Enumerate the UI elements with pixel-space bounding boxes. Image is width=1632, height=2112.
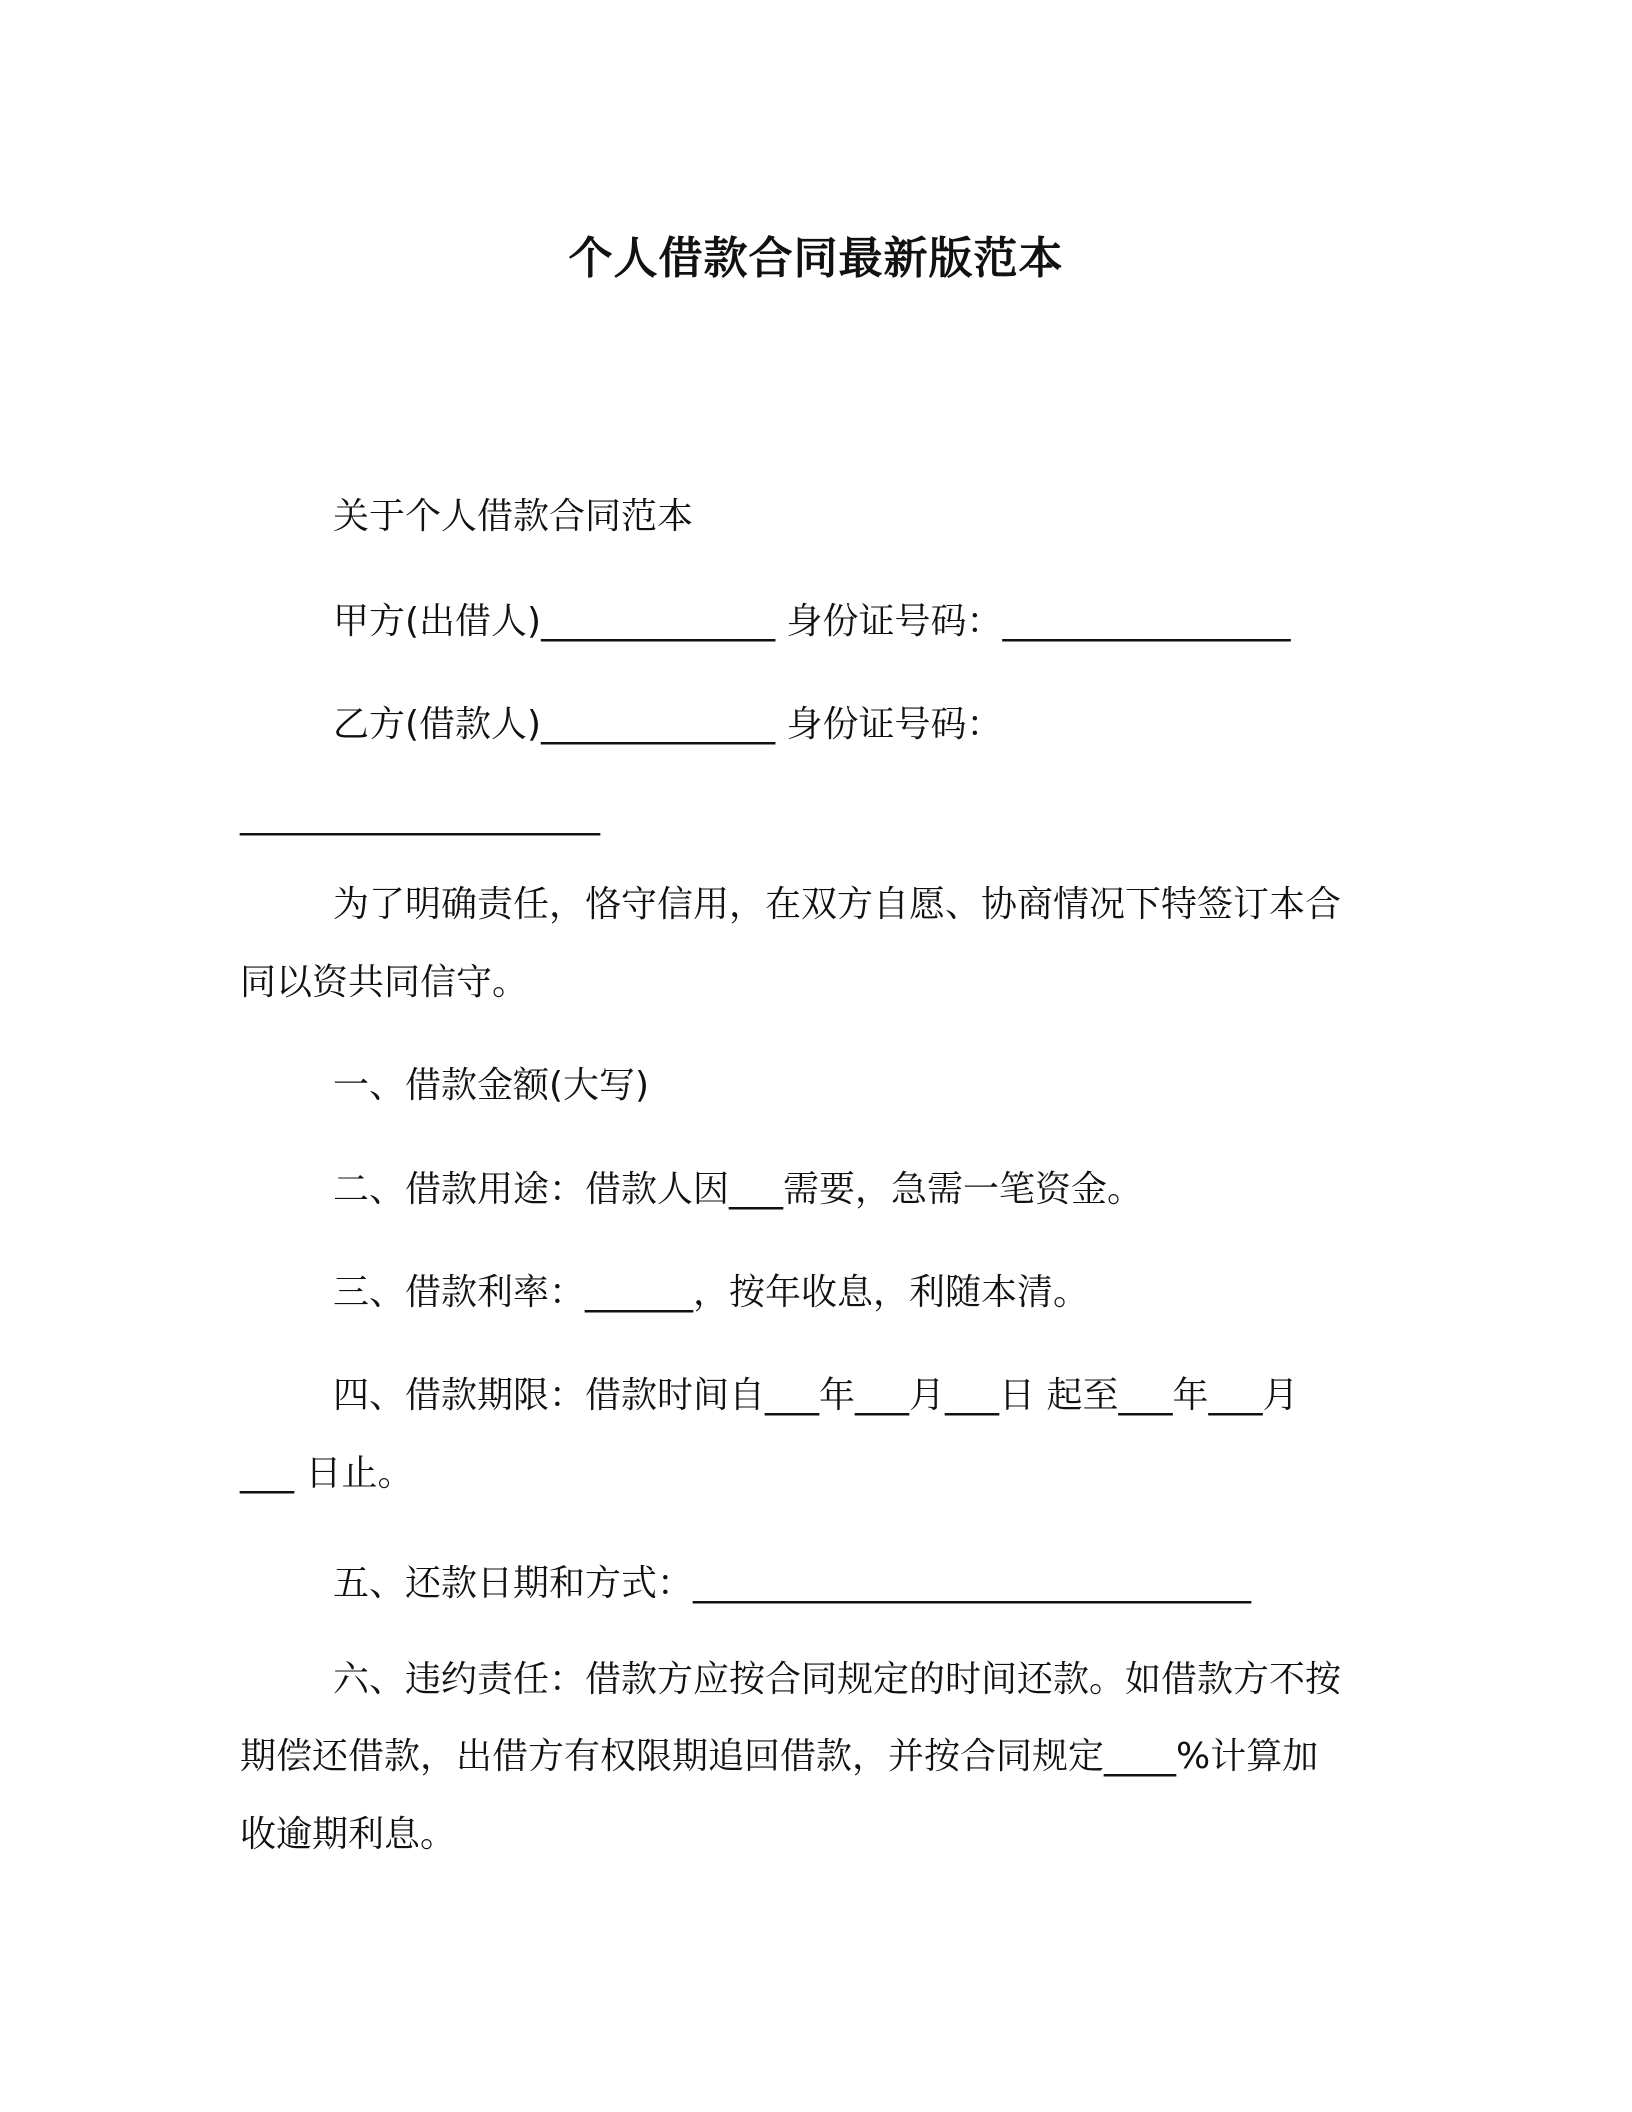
clause-1-loan-amount: 一、借款金额(大写) (333, 1065, 650, 1106)
intro-paragraph-line-2: 同以资共同信守。 (240, 962, 529, 1003)
party-a-line: 甲方(出借人)_____________ 身份证号码：________________ (333, 601, 1291, 642)
clause-4-term-line-1: 四、借款期限：借款时间自___年___月___日 起至___年___月 (333, 1375, 1299, 1416)
clause-5-repayment: 五、还款日期和方式：_______________________________ (333, 1563, 1252, 1604)
clause-6-breach-line-2: 期偿还借款，出借方有权限期追回借款，并按合同规定____%计算加 (240, 1736, 1319, 1777)
intro-paragraph-line-1: 为了明确责任，恪守信用，在双方自愿、协商情况下特签订本合 (333, 884, 1342, 925)
party-b-line: 乙方(借款人)_____________ 身份证号码： (333, 704, 1003, 745)
clause-6-breach-line-1: 六、违约责任：借款方应按合同规定的时间还款。如借款方不按 (333, 1659, 1342, 1700)
party-b-id-blank: ____________________ (240, 795, 600, 836)
clause-4-term-line-2: ___ 日止。 (240, 1453, 414, 1494)
clause-3-interest-rate: 三、借款利率：______，按年收息，利随本清。 (333, 1272, 1090, 1313)
clause-6-breach-line-3: 收逾期利息。 (240, 1814, 457, 1855)
document-title: 个人借款合同最新版范本 (568, 233, 1064, 284)
contract-subtitle: 关于个人借款合同范本 (333, 496, 694, 537)
clause-2-loan-purpose: 二、借款用途：借款人因___需要，急需一笔资金。 (333, 1169, 1144, 1210)
